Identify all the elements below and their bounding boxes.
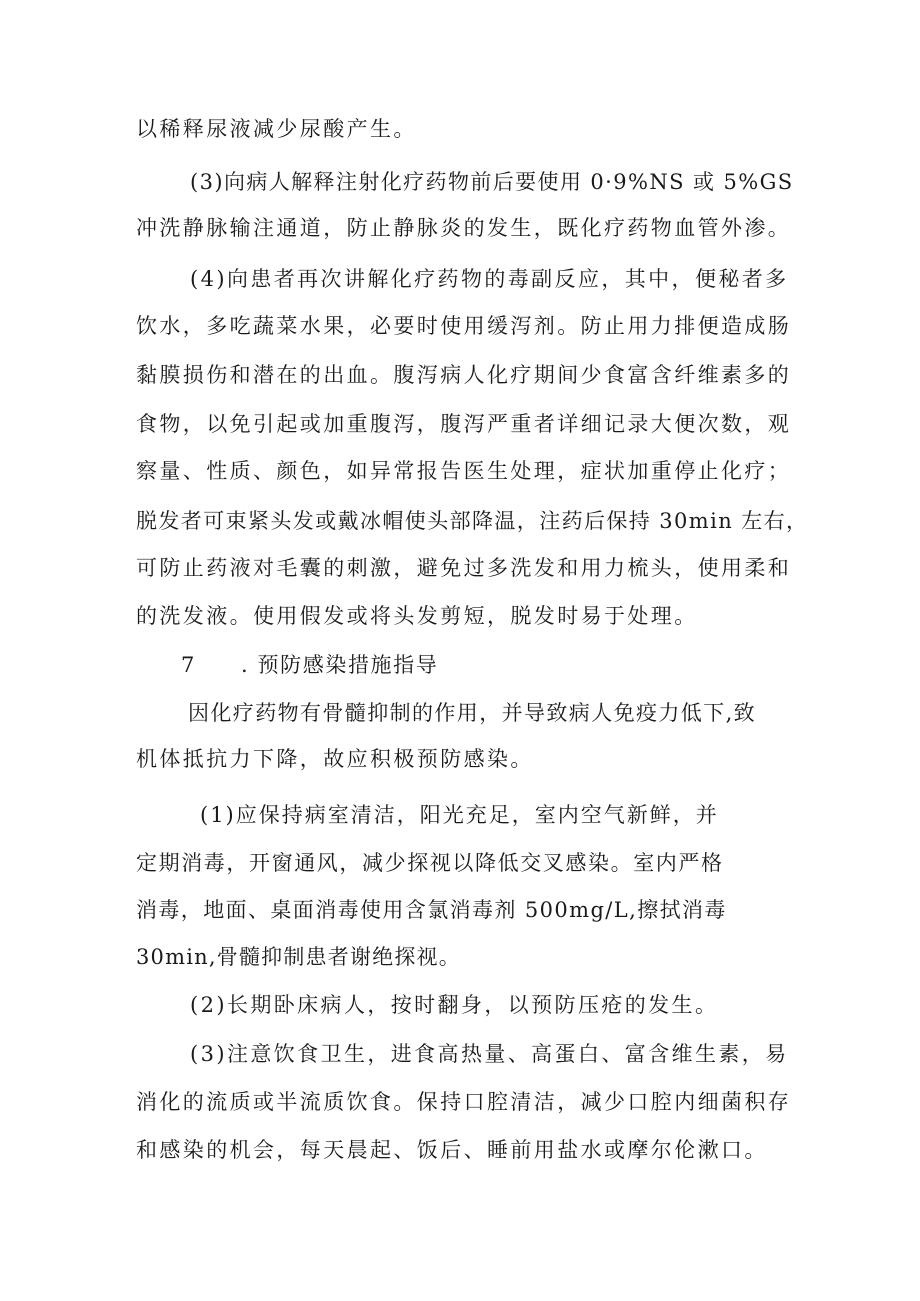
paragraph-line: 可防止药液对毛囊的刺激，避免过多洗发和用力梳头，使用柔和 [136,556,792,580]
paragraph-line: 和感染的机会，每天晨起、饭后、睡前用盐水或摩尔伦漱口。 [136,1138,768,1162]
paragraph-line: 30min,骨髓抑制患者谢绝探视。 [136,945,461,969]
section-number: 7 [181,653,195,677]
paragraph-line: (3)注意饮食卫生，进食高热量、高蛋白、富含维生素，易 [190,1042,789,1066]
paragraph-line: 定期消毒，开窗通风，减少探视以降低交叉感染。室内严格 [136,851,724,875]
paragraph-line: 黏膜损伤和潜在的出血。腹泻病人化疗期间少食富含纤维素多的 [136,363,792,387]
paragraph-line: 以稀释尿液减少尿酸产生。 [136,117,417,141]
paragraph-line: (2)长期卧床病人，按时翻身，以预防压疮的发生。 [190,993,719,1017]
paragraph-line: (3)向病人解释注射化疗药物前后要使用 0·9%NS 或 5%GS [190,170,794,194]
paragraph-line: 机体抵抗力下降，故应积极预防感染。 [136,747,534,771]
paragraph-line: (1)应保持病室清洁，阳光充足，室内空气新鲜，并 [200,803,719,827]
section-heading: . 预防感染措施指导 [241,653,439,677]
paragraph-line: 察量、性质、颜色，如异常报告医生处理，症状加重停止化疗； [136,459,792,483]
paragraph-line: 因化疗药物有骨髓抑制的作用，并导致病人免疫力低下,致 [188,701,757,725]
paragraph-line: 饮水，多吃蔬菜水果，必要时使用缓泻剂。防止用力排便造成肠 [136,314,792,338]
paragraph-line: 食物，以免引起或加重腹泻，腹泻严重者详细记录大便次数，观 [136,412,792,436]
paragraph-line: 冲洗静脉输注通道，防止静脉炎的发生，既化疗药物血管外渗。 [136,216,792,240]
paragraph-line: 的洗发液。使用假发或将头发剪短，脱发时易于处理。 [136,604,698,628]
paragraph-line: 消化的流质或半流质饮食。保持口腔清洁，减少口腔内细菌积存 [136,1090,792,1114]
paragraph-line: 脱发者可束紧头发或戴冰帽使头部降温，注药后保持 30min 左右， [136,509,809,533]
paragraph-line: 消毒，地面、桌面消毒使用含氯消毒剂 500mg/L,擦拭消毒 [136,898,727,922]
paragraph-line: (4)向患者再次讲解化疗药物的毒副反应，其中，便秘者多 [190,267,789,291]
